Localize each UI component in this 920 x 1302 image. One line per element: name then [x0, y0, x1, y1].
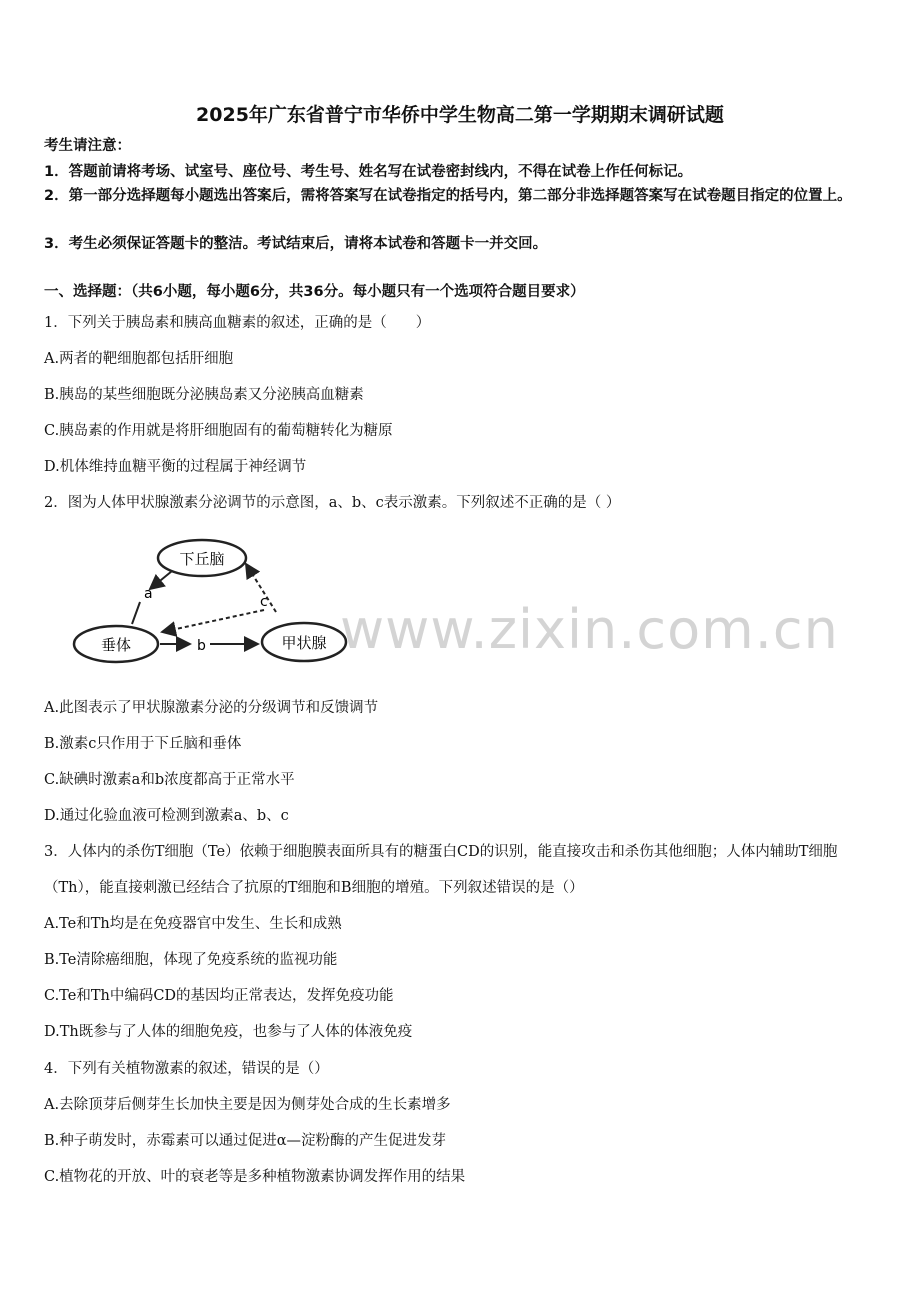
question-2-option-d: D.通过化验血液可检测到激素a、b、c	[44, 808, 289, 824]
question-4-option-c: C.植物花的开放、叶的衰老等是多种植物激素协调发挥作用的结果	[44, 1169, 466, 1185]
question-4-stem: 4．下列有关植物激素的叙述，错误的是（）	[44, 1061, 329, 1077]
question-1-option-d: D.机体维持血糖平衡的过程属于神经调节	[44, 459, 307, 475]
label-c: c	[260, 594, 268, 610]
question-2-stem: 2．图为人体甲状腺激素分泌调节的示意图，a、b、c表示激素。下列叙述不正确的是（ ）	[44, 495, 621, 511]
arrow-a-tail	[132, 602, 140, 624]
label-a: a	[144, 586, 153, 602]
thyroid-regulation-diagram	[60, 528, 360, 678]
notice-item-2: 2．第一部分选择题每小题选出答案后，需将答案写在试卷指定的括号内，第二部分非选择题答案写在试卷题目指定的位置上。	[44, 188, 852, 204]
notice-item-1: 1．答题前请将考场、试室号、座位号、考生号、姓名写在试卷密封线内，不得在试卷上作任何标记。	[44, 164, 693, 180]
question-3-option-c: C.Te和Th中编码CD的基因均正常表达，发挥免疫功能	[44, 988, 394, 1004]
watermark: www.zixin.com.cn	[340, 598, 839, 661]
question-1-option-b: B.胰岛的某些细胞既分泌胰岛素又分泌胰高血糖素	[44, 387, 364, 403]
arrow-c-to-pituitary	[162, 610, 264, 632]
question-3-stem: 3．人体内的杀伤T细胞（Te）依赖于细胞膜表面所具有的糖蛋白CD的识别，能直接攻击和杀伤其他细胞；人体内辅助T细胞（Th），能直接刺激已经结合了抗原的T细胞和B细胞的增殖。下列叙述错误的是（）	[44, 844, 838, 896]
section-heading: 一、选择题：（共6小题，每小题6分，共36分。每小题只有一个选项符合题目要求）	[44, 284, 585, 300]
notice-item-3: 3．考生必须保证答题卡的整洁。考试结束后，请将本试卷和答题卡一并交回。	[44, 236, 548, 252]
page-title: 2025年广东省普宁市华侨中学生物高二第一学期期末调研试题	[196, 104, 724, 126]
question-4-option-a: A.去除顶芽后侧芽生长加快主要是因为侧芽处合成的生长素增多	[44, 1097, 451, 1113]
pituitary-label: 垂体	[100, 636, 132, 654]
question-3-option-b: B.Te清除癌细胞，体现了免疫系统的监视功能	[44, 952, 338, 968]
arrow-a	[150, 571, 172, 589]
question-2-option-c: C.缺碘时激素a和b浓度都高于正常水平	[44, 772, 295, 788]
question-3-option-a: A.Te和Th均是在免疫器官中发生、生长和成熟	[44, 916, 342, 932]
label-b: b	[197, 638, 206, 654]
question-1-option-a: A.两者的靶细胞都包括肝细胞	[44, 351, 234, 367]
thyroid-label: 甲状腺	[281, 634, 327, 652]
question-1-option-c: C.胰岛素的作用就是将肝细胞固有的葡萄糖转化为糖原	[44, 423, 393, 439]
question-1-stem: 1．下列关于胰岛素和胰高血糖素的叙述，正确的是（ ）	[44, 315, 431, 331]
question-2-option-b: B.激素c只作用于下丘脑和垂体	[44, 736, 242, 752]
question-2-option-a: A.此图表示了甲状腺激素分泌的分级调节和反馈调节	[44, 700, 379, 716]
question-4-option-b: B.种子萌发时，赤霉素可以通过促进α—淀粉酶的产生促进发芽	[44, 1133, 447, 1149]
hypothalamus-label: 下丘脑	[179, 550, 225, 568]
question-3-option-d: D.Th既参与了人体的细胞免疫，也参与了人体的体液免疫	[44, 1024, 413, 1040]
notice-heading: 考生请注意：	[44, 138, 131, 154]
